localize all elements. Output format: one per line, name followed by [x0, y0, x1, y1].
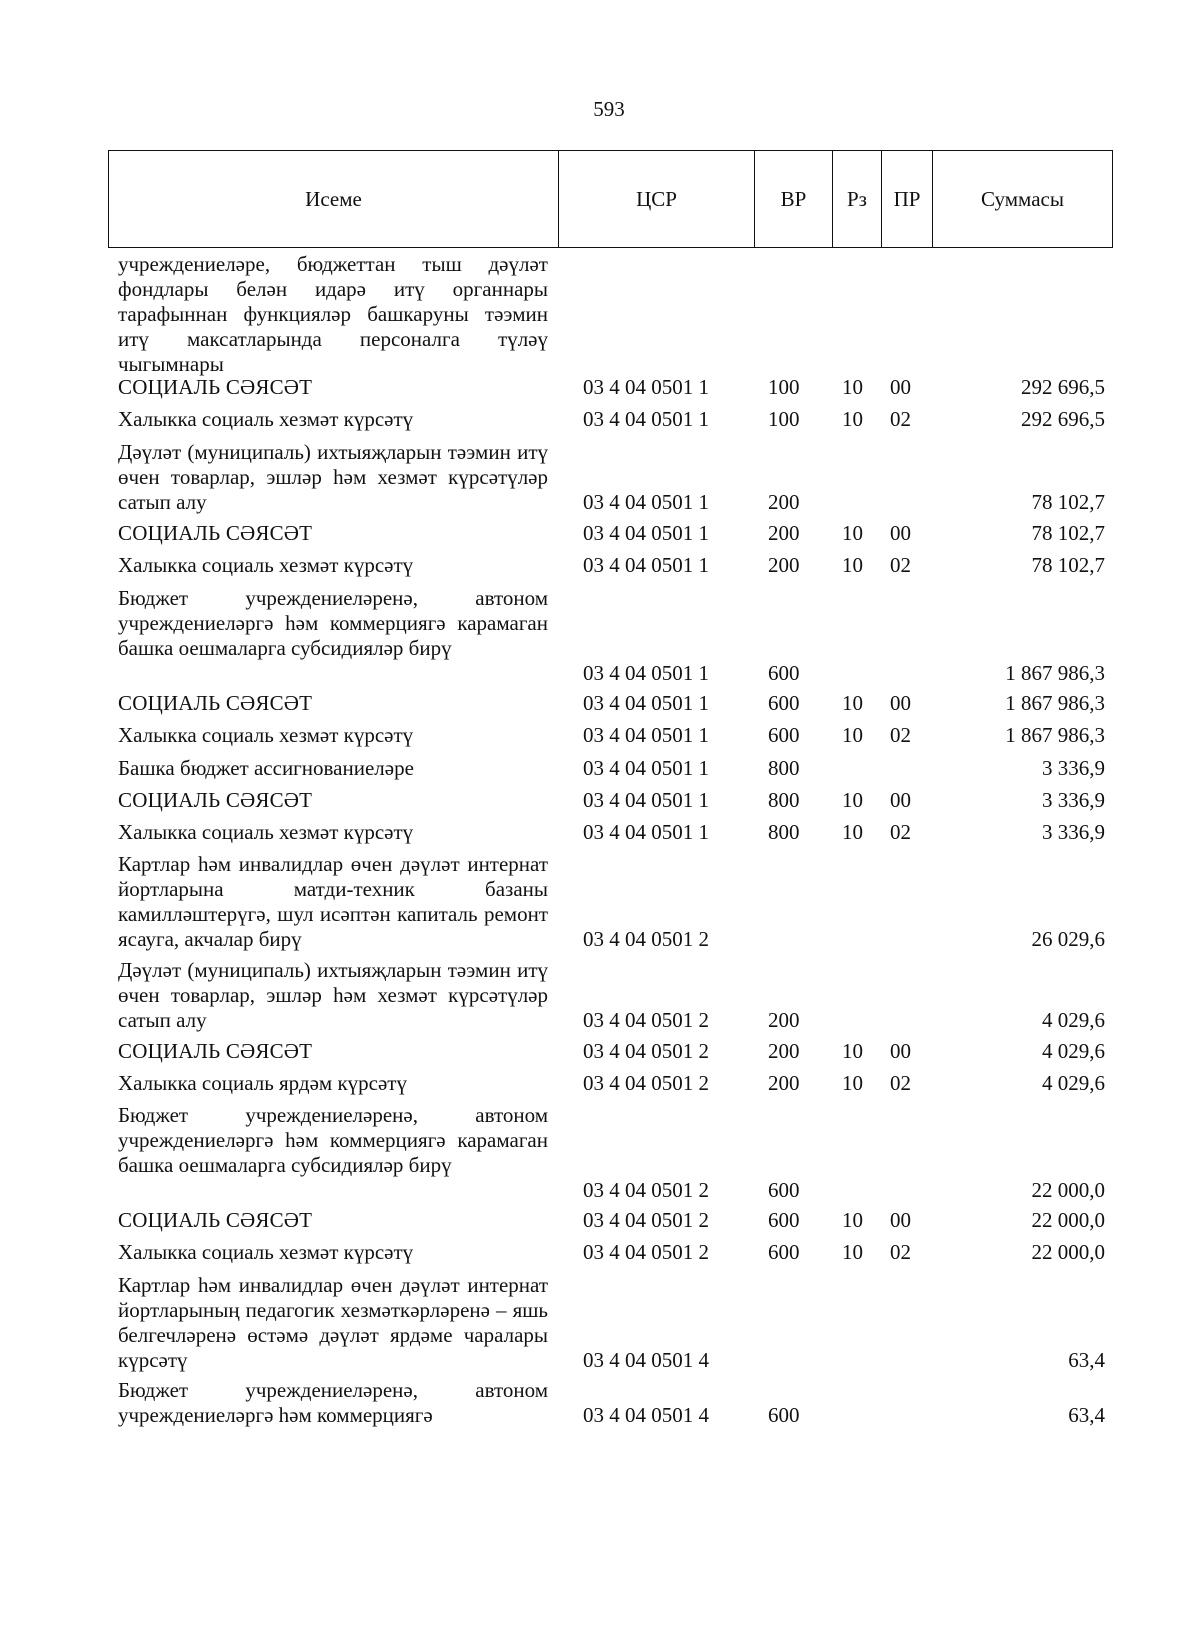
cell-vr: 200 — [768, 553, 800, 577]
header-rz: Рз — [833, 151, 882, 248]
header-sum: Суммасы — [933, 151, 1113, 248]
cell-vr: 200 — [768, 1039, 800, 1063]
cell-name: Бюджет учреждениеләренә, автоном учреждениеләргә һәм коммерциягә карамаган башка оешмаларга субсидияләр бирү — [118, 1103, 548, 1177]
cell-name: Халыкка социаль ярдәм күрсәтү — [118, 1071, 407, 1095]
cell-name: Дәүләт (муниципаль) ихтыяҗларын тәэмин итү өчен товарлар, эшләр һәм хезмәт күрсәтүләр сатып алу — [118, 958, 548, 1032]
cell-csr: 03 4 04 0501 1 — [583, 820, 709, 844]
cell-pr: 02 — [890, 820, 911, 844]
cell-name: Башка бюджет ассигнованиеләре — [118, 756, 414, 780]
cell-name: СОЦИАЛЬ СӘЯСӘТ — [118, 375, 313, 399]
cell-pr: 00 — [890, 521, 911, 545]
cell-sum: 63,4 — [1068, 1348, 1105, 1372]
cell-pr: 00 — [890, 788, 911, 812]
cell-name: Халыкка социаль хезмәт күрсәтү — [118, 553, 414, 577]
cell-vr: 200 — [768, 490, 800, 514]
cell-csr: 03 4 04 0501 1 — [583, 661, 709, 685]
cell-pr: 02 — [890, 723, 911, 747]
cell-vr: 600 — [768, 1240, 800, 1264]
cell-sum: 3 336,9 — [1042, 820, 1105, 844]
cell-rz: 10 — [842, 1208, 863, 1232]
header-pr: ПР — [882, 151, 933, 248]
cell-vr: 800 — [768, 820, 800, 844]
cell-csr: 03 4 04 0501 1 — [583, 490, 709, 514]
cell-sum: 78 102,7 — [1031, 490, 1105, 514]
cell-vr: 600 — [768, 1178, 800, 1202]
cell-rz: 10 — [842, 788, 863, 812]
cell-name: Халыкка социаль хезмәт күрсәтү — [118, 820, 414, 844]
cell-vr: 600 — [768, 723, 800, 747]
cell-csr: 03 4 04 0501 2 — [583, 1208, 709, 1232]
cell-rz: 10 — [842, 820, 863, 844]
cell-csr: 03 4 04 0501 2 — [583, 1178, 709, 1202]
cell-csr: 03 4 04 0501 1 — [583, 756, 709, 780]
cell-rz: 10 — [842, 521, 863, 545]
cell-name: СОЦИАЛЬ СӘЯСӘТ — [118, 1039, 313, 1063]
cell-csr: 03 4 04 0501 4 — [583, 1403, 709, 1427]
cell-csr: 03 4 04 0501 1 — [583, 375, 709, 399]
cell-pr: 00 — [890, 1208, 911, 1232]
cell-pr: 00 — [890, 375, 911, 399]
cell-rz: 10 — [842, 1240, 863, 1264]
cell-name: Картлар һәм инвалидлар өчен дәүләт интернат йортларының педагогик хезмәткәрләренә – яшь белгечләренә өстәмә дәүләт ярдәме чаралары күрсәтү — [118, 1273, 548, 1372]
cell-name: СОЦИАЛЬ СӘЯСӘТ — [118, 788, 313, 812]
cell-csr: 03 4 04 0501 2 — [583, 1071, 709, 1095]
cell-vr: 600 — [768, 1208, 800, 1232]
cell-sum: 63,4 — [1068, 1403, 1105, 1427]
cell-name: Картлар һәм инвалидлар өчен дәүләт интернат йортларына матди-техник базаны камилләштерүгә, шул исәптән капиталь ремонт ясауга, акчалар бирү — [118, 852, 548, 951]
cell-csr: 03 4 04 0501 1 — [583, 407, 709, 431]
cell-csr: 03 4 04 0501 2 — [583, 1039, 709, 1063]
cell-sum: 3 336,9 — [1042, 756, 1105, 780]
cell-vr: 600 — [768, 661, 800, 685]
cell-name: Халыкка социаль хезмәт күрсәтү — [118, 1240, 414, 1264]
cell-rz: 10 — [842, 375, 863, 399]
header-name: Исеме — [109, 151, 559, 248]
cell-rz: 10 — [842, 723, 863, 747]
cell-vr: 800 — [768, 756, 800, 780]
cell-pr: 00 — [890, 1039, 911, 1063]
cell-csr: 03 4 04 0501 2 — [583, 1240, 709, 1264]
cell-rz: 10 — [842, 1071, 863, 1095]
cell-sum: 292 696,5 — [1021, 407, 1105, 431]
cell-sum: 1 867 986,3 — [1005, 661, 1105, 685]
cell-vr: 800 — [768, 788, 800, 812]
header-vr: ВР — [755, 151, 833, 248]
cell-sum: 4 029,6 — [1042, 1039, 1105, 1063]
cell-sum: 1 867 986,3 — [1005, 691, 1105, 715]
cell-rz: 10 — [842, 407, 863, 431]
cell-rz: 10 — [842, 691, 863, 715]
cell-vr: 200 — [768, 1008, 800, 1032]
cell-name: СОЦИАЛЬ СӘЯСӘТ — [118, 691, 313, 715]
cell-name: Бюджет учреждениеләренә, автоном учреждениеләргә һәм коммерциягә — [118, 1378, 548, 1427]
cell-vr: 600 — [768, 1403, 800, 1427]
cell-sum: 4 029,6 — [1042, 1008, 1105, 1032]
cell-rz: 10 — [842, 1039, 863, 1063]
cell-csr: 03 4 04 0501 4 — [583, 1348, 709, 1372]
cell-sum: 22 000,0 — [1031, 1240, 1105, 1264]
cell-name: СОЦИАЛЬ СӘЯСӘТ — [118, 1208, 313, 1232]
cell-name: Дәүләт (муниципаль) ихтыяҗларын тәэмин итү өчен товарлар, эшләр һәм хезмәт күрсәтүләр сатып алу — [118, 440, 548, 514]
cell-name: Халыкка социаль хезмәт күрсәтү — [118, 407, 414, 431]
cell-name: СОЦИАЛЬ СӘЯСӘТ — [118, 521, 313, 545]
cell-pr: 00 — [890, 691, 911, 715]
cell-sum: 78 102,7 — [1031, 521, 1105, 545]
cell-pr: 02 — [890, 407, 911, 431]
cell-csr: 03 4 04 0501 1 — [583, 521, 709, 545]
cell-sum: 26 029,6 — [1031, 927, 1105, 951]
cell-vr: 100 — [768, 407, 800, 431]
cell-sum: 1 867 986,3 — [1005, 723, 1105, 747]
cell-vr: 600 — [768, 691, 800, 715]
cell-sum: 4 029,6 — [1042, 1071, 1105, 1095]
cell-csr: 03 4 04 0501 1 — [583, 553, 709, 577]
cell-name: учреждениеләре, бюджеттан тыш дәүләт фондлары белән идарә итү органнары тарафыннан функцияләр башкаруны тәэмин итү максатларында персоналга түләү чыгымнары — [118, 252, 548, 376]
cell-name: Халыкка социаль хезмәт күрсәтү — [118, 723, 414, 747]
cell-pr: 02 — [890, 1240, 911, 1264]
cell-sum: 292 696,5 — [1021, 375, 1105, 399]
cell-csr: 03 4 04 0501 1 — [583, 723, 709, 747]
cell-csr: 03 4 04 0501 2 — [583, 927, 709, 951]
cell-pr: 02 — [890, 1071, 911, 1095]
cell-sum: 78 102,7 — [1031, 553, 1105, 577]
cell-vr: 100 — [768, 375, 800, 399]
cell-vr: 200 — [768, 1071, 800, 1095]
cell-csr: 03 4 04 0501 1 — [583, 788, 709, 812]
cell-name: Бюджет учреждениеләренә, автоном учреждениеләргә һәм коммерциягә карамаган башка оешмаларга субсидияләр бирү — [118, 586, 548, 660]
cell-sum: 22 000,0 — [1031, 1178, 1105, 1202]
cell-vr: 200 — [768, 521, 800, 545]
cell-rz: 10 — [842, 553, 863, 577]
cell-sum: 3 336,9 — [1042, 788, 1105, 812]
cell-csr: 03 4 04 0501 2 — [583, 1008, 709, 1032]
header-csr: ЦСР — [559, 151, 755, 248]
cell-sum: 22 000,0 — [1031, 1208, 1105, 1232]
cell-csr: 03 4 04 0501 1 — [583, 691, 709, 715]
page-number: 593 — [593, 97, 625, 121]
cell-pr: 02 — [890, 553, 911, 577]
